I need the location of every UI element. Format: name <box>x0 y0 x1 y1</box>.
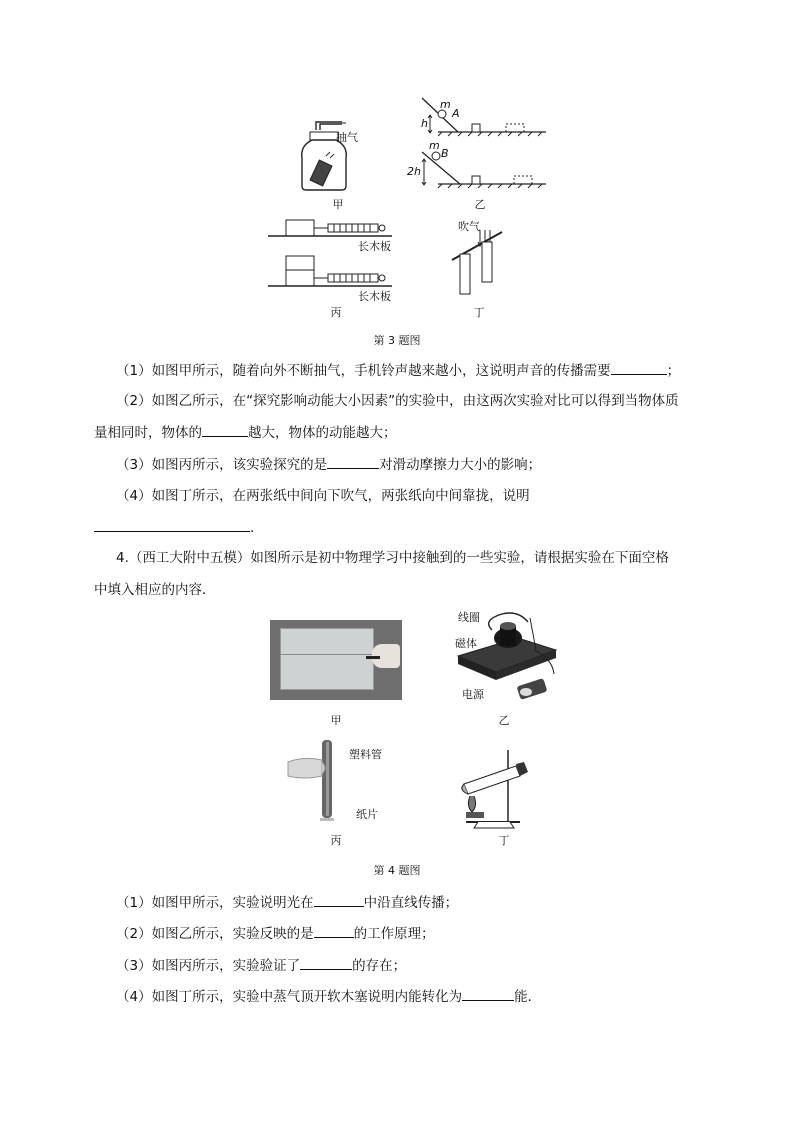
mass-label-b: m <box>429 139 440 152</box>
magnet-label: 磁体 <box>455 637 477 650</box>
figure-label-yi-4: 乙 <box>498 714 510 727</box>
answer-blank-q3-3[interactable] <box>327 454 379 469</box>
q3-item-2: （2）如图乙所示，在“探究影响动能大小因素”的实验中，由这两次实验对比可以得到当物体质 <box>116 393 679 409</box>
answer-blank-q3-1[interactable] <box>611 360 667 375</box>
paper-label: 纸片 <box>356 808 378 821</box>
q4-item-2: （2）如图乙所示，实验反映的是 的工作原理； <box>116 923 435 944</box>
q3-item-3: （3）如图丙所示，该实验探究的是 对滑动摩擦力大小的影响； <box>116 454 541 475</box>
plastic-tube-label: 塑料管 <box>349 748 382 761</box>
power-label: 电源 <box>462 688 484 701</box>
light-tank-photo <box>270 620 402 700</box>
coil-label: 线圈 <box>458 611 480 624</box>
q3-item-4: （4）如图丁所示，在两张纸中间向下吹气，两张纸向中间靠拢，说明 <box>116 488 530 504</box>
figure-label-yi: 乙 <box>474 198 486 211</box>
q4-item-4: （4）如图丁所示，实验中蒸气顶开软木塞说明内能转化为 能． <box>116 986 541 1007</box>
answer-blank-q4-4[interactable] <box>462 986 514 1001</box>
height-label-2h: 2h <box>407 165 421 178</box>
vacuum-jar-diagram <box>290 118 370 198</box>
ball-label-a: A <box>452 107 460 120</box>
figure-label-ding-4: 丁 <box>498 834 510 847</box>
pump-out-label: 抽气 <box>336 131 358 144</box>
paper-blow-diagram <box>446 214 516 302</box>
figure-label-bing-4: 丙 <box>330 834 342 847</box>
friction-board-diagram <box>268 214 400 298</box>
figure-4-caption: 第 4 题图 <box>373 864 421 877</box>
figure-label-jia: 甲 <box>332 198 344 211</box>
q3-item-4-cont: . <box>94 517 254 538</box>
mass-label-a: m <box>440 98 451 111</box>
q3-item-1: （1）如图甲所示，随着向外不断抽气，手机铃声越来越小，这说明声音的传播需要 ； <box>116 360 680 381</box>
figure-3-caption: 第 3 题图 <box>373 334 421 347</box>
figure-label-jia-4: 甲 <box>330 714 342 727</box>
answer-blank-q3-4[interactable] <box>94 517 250 532</box>
board-label-2: 长木板 <box>358 290 391 303</box>
figure-label-ding: 丁 <box>473 306 485 319</box>
q3-item-2-cont: 量相同时，物体的 越大，物体的动能越大； <box>94 422 397 443</box>
answer-blank-q3-2[interactable] <box>202 422 248 437</box>
q4-item-1: （1）如图甲所示，实验说明光在 中沿直线传播； <box>116 892 458 913</box>
answer-blank-q4-1[interactable] <box>314 892 364 907</box>
ball-label-b: B <box>441 147 449 160</box>
blow-label: 吹气 <box>458 220 480 233</box>
q4-item-3: （3）如图丙所示，实验验证了 的存在； <box>116 955 406 976</box>
answer-blank-q4-2[interactable] <box>314 923 354 938</box>
figure-label-bing: 丙 <box>330 306 342 319</box>
q4-stem-line1: 4.（西工大附中五模）如图所示是初中物理学习中接触到的一些实验，请根据实验在下面空格 <box>116 550 669 566</box>
board-label-1: 长木板 <box>358 240 391 253</box>
q4-stem-line2: 中填入相应的内容． <box>94 582 216 598</box>
answer-blank-q4-3[interactable] <box>300 955 352 970</box>
kinetic-energy-incline-diagram <box>402 96 562 196</box>
steam-test-tube-diagram <box>456 746 536 834</box>
height-label-h: h <box>421 117 428 130</box>
